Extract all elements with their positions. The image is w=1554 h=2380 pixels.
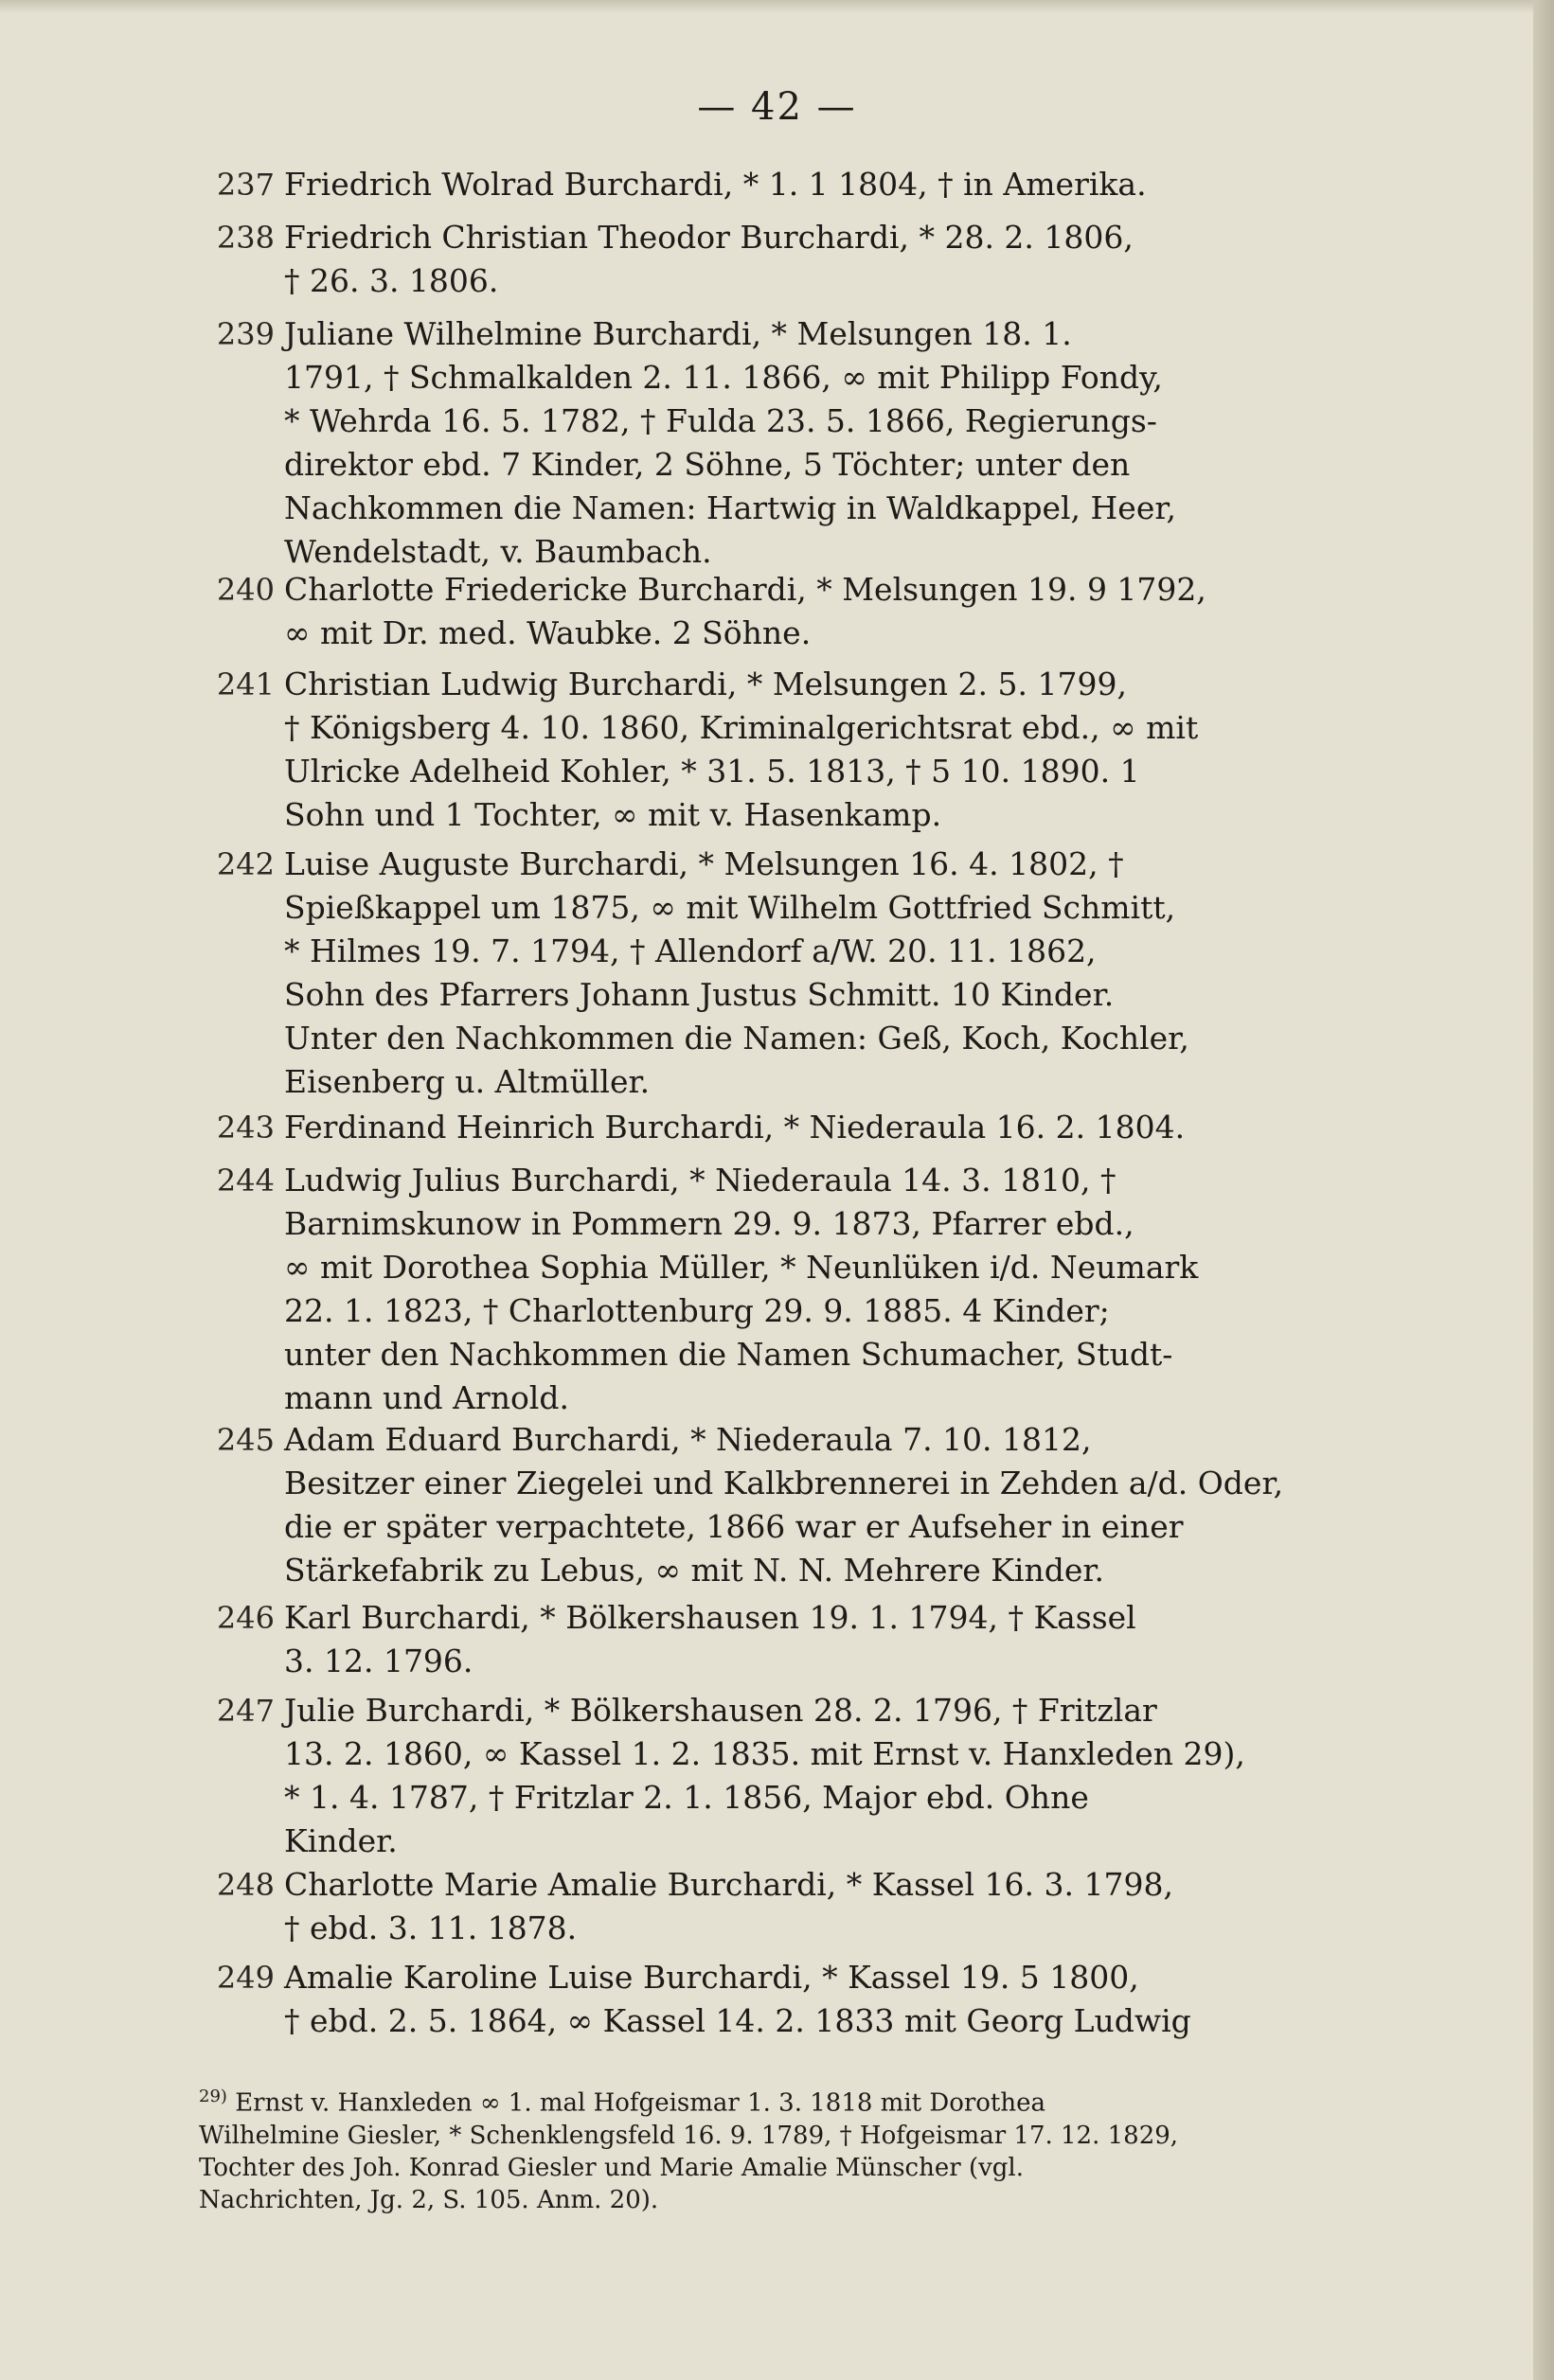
entry-line: Julie Burchardi, * Bölkershausen 28. 2. 1796, † Fritzlar xyxy=(284,1692,1157,1729)
entry-number: 246 xyxy=(216,1600,275,1636)
entry-line: Karl Burchardi, * Bölkershausen 19. 1. 1794, † Kassel xyxy=(284,1599,1136,1636)
footnote-line xyxy=(199,2081,1430,2120)
entry-line: Luise Auguste Burchardi, * Melsungen 16. 4. 1802, † xyxy=(284,845,1124,882)
entry-line: Kinder. xyxy=(284,1822,398,1859)
entry-line: ∞ mit Dr. med. Waubke. 2 Söhne. xyxy=(284,614,812,651)
entry-line: Stärkefabrik zu Lebus, ∞ mit N. N. Mehrere Kinder. xyxy=(284,1552,1105,1589)
entry-line: Besitzer einer Ziegelei und Kalkbrennerei in Zehden a/d. Oder, xyxy=(284,1465,1284,1501)
entry-249 xyxy=(216,1956,1439,2043)
entry-line: * 1. 4. 1787, † Fritzlar 2. 1. 1856, Major ebd. Ohne xyxy=(284,1779,1089,1816)
entry-242 xyxy=(216,843,1439,1104)
entry-237 xyxy=(216,163,1439,206)
entry-line: Amalie Karoline Luise Burchardi, * Kassel 19. 5 1800, xyxy=(284,1959,1139,1996)
footnote-line: Nachrichten, Jg. 2, S. 105. Anm. 20). xyxy=(199,2185,659,2214)
entry-line: Ferdinand Heinrich Burchardi, * Niederaula 16. 2. 1804. xyxy=(284,1109,1186,1146)
footnote-line: Tochter des Joh. Konrad Giesler und Marie Amalie Münscher (vgl. xyxy=(199,2153,1024,2182)
entry-line: * Wehrda 16. 5. 1782, † Fulda 23. 5. 1866, Regierungs- xyxy=(284,402,1157,439)
entry-line: Wendelstadt, v. Baumbach. xyxy=(284,533,712,570)
entry-line: † ebd. 3. 11. 1878. xyxy=(284,1909,578,1946)
entry-239 xyxy=(216,312,1439,574)
entry-line: Barnimskunow in Pommern 29. 9. 1873, Pfarrer ebd., xyxy=(284,1205,1134,1242)
entry-238 xyxy=(216,216,1439,303)
entry-248 xyxy=(216,1863,1439,1950)
entry-line: 3. 12. 1796. xyxy=(284,1643,473,1679)
page-number: — 42 — xyxy=(697,85,857,129)
footnote-marker: 29) xyxy=(199,2087,227,2106)
entry-line: Christian Ludwig Burchardi, * Melsungen 2. 5. 1799, xyxy=(284,666,1127,702)
entry-line: 22. 1. 1823, † Charlottenburg 29. 9. 1885. 4 Kinder; xyxy=(284,1292,1110,1329)
entry-line: † 26. 3. 1806. xyxy=(284,262,499,299)
entry-line: Friedrich Wolrad Burchardi, * 1. 1 1804, † in Amerika. xyxy=(284,166,1147,203)
entry-line: Sohn und 1 Tochter, ∞ mit v. Hasenkamp. xyxy=(284,796,942,833)
entry-line: Sohn des Pfarrers Johann Justus Schmitt. 10 Kinder. xyxy=(284,976,1115,1013)
entry-number: 239 xyxy=(216,316,275,352)
entry-line: mann und Arnold. xyxy=(284,1379,569,1416)
entry-number: 237 xyxy=(216,167,275,203)
entry-line: Ludwig Julius Burchardi, * Niederaula 14. 3. 1810, † xyxy=(284,1162,1116,1199)
entry-line: die er später verpachtete, 1866 war er Aufseher in einer xyxy=(284,1508,1184,1545)
entry-number: 247 xyxy=(216,1693,275,1729)
entry-number: 249 xyxy=(216,1960,275,1996)
entry-number: 238 xyxy=(216,220,275,256)
entry-number: 245 xyxy=(216,1422,275,1458)
footnote-line: Wilhelmine Giesler, * Schenklengsfeld 16. 9. 1789, † Hofgeismar 17. 12. 1829, xyxy=(199,2121,1179,2150)
entry-line: * Hilmes 19. 7. 1794, † Allendorf a/W. 20. 11. 1862, xyxy=(284,932,1097,969)
entry-243 xyxy=(216,1106,1439,1149)
entry-number: 243 xyxy=(216,1110,275,1146)
footnote xyxy=(199,2081,1430,2216)
entry-245 xyxy=(216,1418,1439,1592)
entry-line: Charlotte Friedericke Burchardi, * Melsungen 19. 9 1792, xyxy=(284,571,1206,608)
entry-line: Ulricke Adelheid Kohler, * 31. 5. 1813, † 5 10. 1890. 1 xyxy=(284,753,1140,790)
entry-line: unter den Nachkommen die Namen Schumacher, Studt- xyxy=(284,1336,1173,1373)
entry-line: direktor ebd. 7 Kinder, 2 Söhne, 5 Töchter; unter den xyxy=(284,446,1131,483)
entry-line: † Königsberg 4. 10. 1860, Kriminalgerichtsrat ebd., ∞ mit xyxy=(284,709,1199,746)
entry-line: † ebd. 2. 5. 1864, ∞ Kassel 14. 2. 1833 mit Georg Ludwig xyxy=(284,2002,1191,2039)
entry-number: 248 xyxy=(216,1867,275,1903)
entry-line: 13. 2. 1860, ∞ Kassel 1. 2. 1835. mit Ernst v. Hanxleden 29), xyxy=(284,1735,1245,1772)
entry-number: 244 xyxy=(216,1163,275,1199)
entry-241 xyxy=(216,663,1439,837)
entry-240 xyxy=(216,568,1439,655)
entry-line: Charlotte Marie Amalie Burchardi, * Kassel 16. 3. 1798, xyxy=(284,1866,1173,1903)
entry-line: Eisenberg u. Altmüller. xyxy=(284,1063,651,1100)
entry-line: Spießkappel um 1875, ∞ mit Wilhelm Gottfried Schmitt, xyxy=(284,889,1176,926)
entry-246 xyxy=(216,1596,1439,1683)
entry-line: 1791, † Schmalkalden 2. 11. 1866, ∞ mit Philipp Fondy, xyxy=(284,359,1163,396)
entry-number: 242 xyxy=(216,846,275,882)
entry-line: Unter den Nachkommen die Namen: Geß, Koch, Kochler, xyxy=(284,1020,1189,1057)
entry-number: 241 xyxy=(216,666,275,702)
entry-line: Nachkommen die Namen: Hartwig in Waldkappel, Heer, xyxy=(284,489,1176,526)
entry-line: Adam Eduard Burchardi, * Niederaula 7. 10. 1812, xyxy=(284,1421,1092,1458)
footnote-text: Ernst v. Hanxleden ∞ 1. mal Hofgeismar 1. 3. 1818 mit Dorothea xyxy=(235,2088,1046,2118)
entry-247 xyxy=(216,1689,1439,1863)
entry-line: ∞ mit Dorothea Sophia Müller, * Neunlüken i/d. Neumark xyxy=(284,1249,1199,1286)
entry-number: 240 xyxy=(216,572,275,608)
entry-244 xyxy=(216,1159,1439,1420)
entry-line: Juliane Wilhelmine Burchardi, * Melsungen 18. 1. xyxy=(284,315,1072,352)
entry-line: Friedrich Christian Theodor Burchardi, * 28. 2. 1806, xyxy=(284,219,1134,256)
